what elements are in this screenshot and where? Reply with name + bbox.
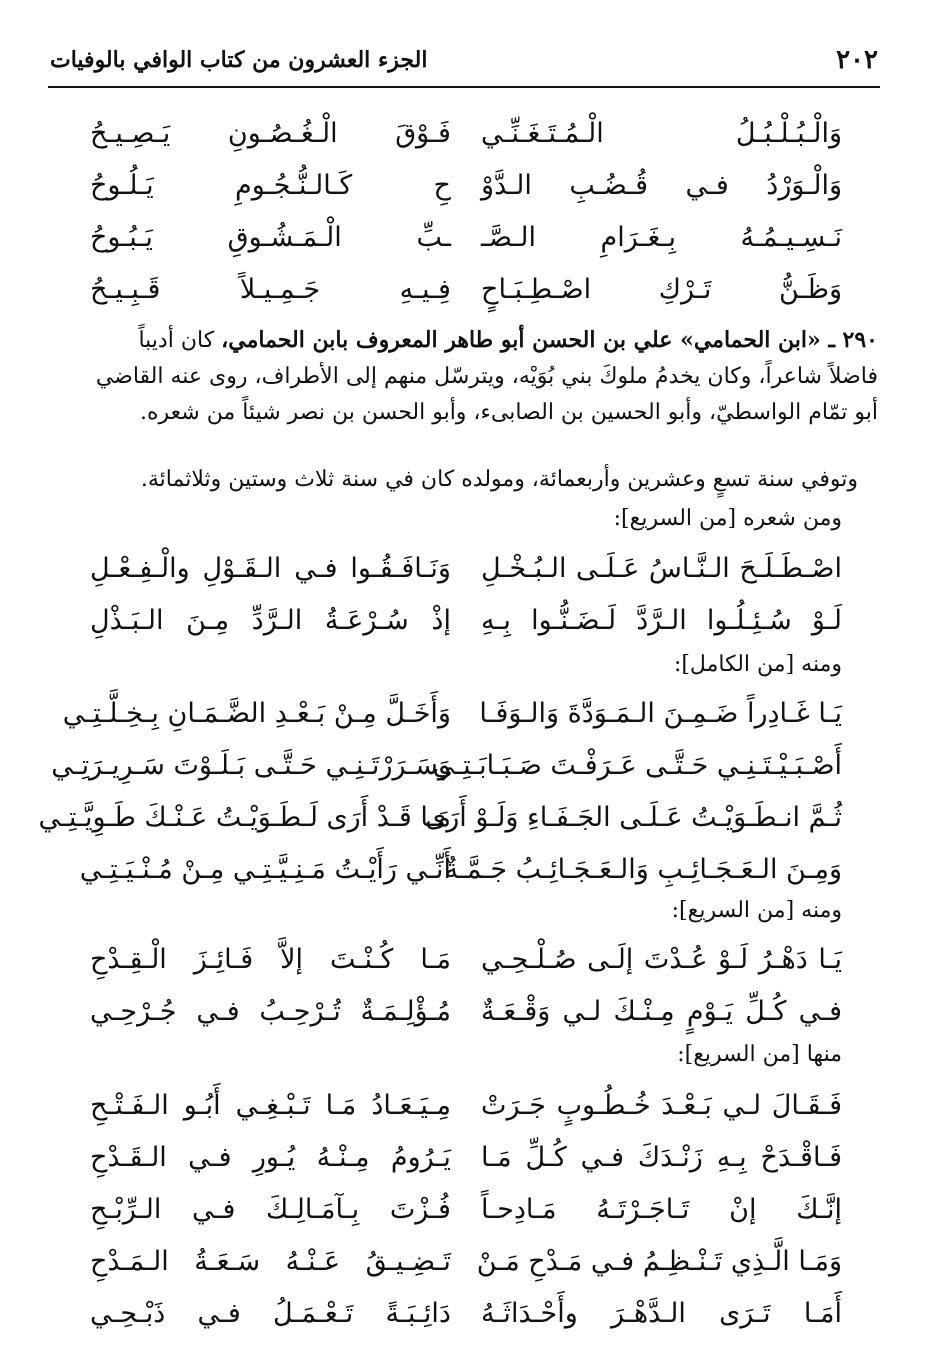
verse-line — [51, 742, 842, 788]
verse-hemistich-left: وَنَـافَـقُـوا فـي الـقَـوْلِ والْـفِـعْـلِ — [90, 552, 451, 584]
verse-hemistich-left: فُـزْتَ بِـآمَـالِـكَ فـي الـرِّبْـحِ — [90, 1193, 451, 1225]
verse-hemistich-left: مُـؤْلِـمَـةٌ تُـرْحِـبُ فـي جُـرْحِـي — [90, 995, 451, 1027]
verse-line — [38, 794, 842, 840]
verse-hemistich-right: أَمَـا تَـرَى الـدَّهْـرَ وأَحْـدَاثَـهُ — [481, 1297, 842, 1329]
meter-label: ومنه [من السريع]: — [671, 898, 842, 923]
verse-hemistich-right: أَصْـبَـيْـتَـنِـي حَـتَّـى عَـرَفْـتَ صَـبَـابَـتِـي — [432, 749, 842, 781]
verse-line — [90, 1186, 842, 1232]
verse-hemistich-left: ـبِّ الْـمَـشُـوقِ يَـبُـوحُ — [90, 221, 451, 253]
verse-hemistich-right: وَالْـوَرْدُ فـي قُـضُـبِ الـدَّوْ — [481, 169, 842, 201]
meter-label: منها [من السريع]: — [677, 1042, 842, 1067]
verse-line — [90, 110, 842, 156]
entry-line-rest: كان أديباً — [138, 328, 222, 353]
verse-line — [90, 545, 842, 591]
header-rule — [48, 86, 880, 88]
verse-hemistich-right: فَـاقْـدَحْ بِـهِ زَنْـدَكَ فـي كُـلِّ مَـا — [481, 1141, 842, 1173]
verse-hemistich-right: فـي كُـلِّ يَـوْمٍ مِـنْـكَ لـي وَقْـعَـةٌ — [481, 995, 842, 1027]
verse-hemistich-left: فَـوْقَ الْـغُـصُـونِ يَـصِـيـحُ — [90, 117, 451, 149]
entry-line: أبو تمّام الواسطيّ، وأبو الحسين بن الصابىء، وأبو الحسن بن نصر شيئاً من شعره. — [140, 400, 878, 425]
entry-paragraph — [50, 322, 878, 431]
verse-hemistich-right: ثُـمَّ انـطَـوَيْـتُ عَـلَـى الجَـفَـاءِ وَلَـوْ أَرَى — [425, 801, 842, 833]
verse-hemistich-left: مَـا قَـدْ أَرَى لَـطَـوَيْـتُ عَـنْـكَ طَـوِيَّـتِـي — [38, 801, 451, 833]
verse-line — [90, 597, 842, 643]
verse-hemistich-left: وَسَـرَرْتَـنِـي حَـتَّـى بَـلَـوْتَ سَـرِيـرَتِـي — [51, 749, 451, 781]
verse-hemistich-right: وَمِـنَ الـعَـجَـائِـبِ وَالـعَـجَـائِـبُ جَـمَّـةٌ — [444, 853, 842, 885]
verse-line — [90, 1238, 842, 1284]
verse-line — [62, 690, 842, 736]
entry-line — [50, 322, 878, 359]
verse-hemistich-left: حِ كَـالـنُّـجُـومِ يَـلُـوحُ — [90, 169, 451, 201]
verse-hemistich-left: دَائِـبَـةً تَـعْـمَـلُ فـي ذَبْـحِـي — [90, 1297, 451, 1329]
verse-hemistich-right: اصْـطَـلَـحَ الـنَّـاسُ عَـلَـى الـبُـخْـلِ — [481, 552, 842, 584]
verse-line — [90, 214, 842, 260]
running-title: الجزء العشرون من كتاب الوافي بالوفيات — [50, 47, 428, 73]
verse-line — [90, 1134, 842, 1180]
verse-hemistich-left: مَـا كُـنْـتَ إلاَّ فَـائِـزَ الْـقِـدْحِ — [90, 943, 451, 975]
meter-label: ومنه [من الكامل]: — [673, 652, 842, 677]
verse-line — [90, 936, 842, 982]
verse-line — [90, 1290, 842, 1336]
verse-hemistich-left: إذْ سُـرْعَـةُ الـرَّدِّ مِـنَ الـبَـذْلِ — [90, 604, 451, 636]
verse-line — [90, 988, 842, 1034]
verse-hemistich-left: أَنِّـي رَأَيْـتُ مَـنِـيَّـتِـي مِـنْ مُـنْـيَـتِـي — [79, 853, 451, 885]
page-number: ٢٠٢ — [836, 45, 878, 75]
verse-hemistich-left: فِـيـهِ جَـمِـيـلاً قَـبِـيـحُ — [90, 273, 451, 305]
verse-hemistich-right: وَظَـنُّ تَـرْكِ اصْـطِـبَـاحٍ — [481, 273, 842, 305]
verse-hemistich-left: وَأَخَـلَّ مِـنْ بَـعْـدِ الضَّـمَـانِ بِـخِـلَّـتِـي — [62, 697, 451, 729]
meter-label: ومن شعره [من السريع]: — [613, 506, 842, 531]
entry-line: فاضلاً شاعراً، وكان يخدمُ ملوكَ بني بُوَيْه، ويترسّل منهم إلى الأطراف، روى عنه القاضي — [95, 364, 878, 389]
verse-line — [90, 1082, 842, 1128]
verse-hemistich-right: لَـوْ سُـئِـلُـوا الـرَّدَّ لَـضَـنُّـوا بِـهِ — [481, 604, 842, 636]
death-note: وتوفي سنة تسعٍ وعشرين وأربعمائة، ومولده كان في سنة ثلاث وستين وثلاثمائة. — [140, 467, 858, 492]
verse-line — [90, 266, 842, 312]
verse-line — [79, 846, 842, 892]
verse-hemistich-left: مِـيَـعَـادُ مَـا تَـبْـغِـي أَبُـو الـفَـتْـحِ — [90, 1089, 451, 1121]
verse-hemistich-right: وَالْـبُـلْـبُـلُ الْـمُـتَـغَـنِّـي — [481, 117, 842, 149]
verse-hemistich-right: يَـا دَهْـرُ لَـوْ عُـدْتَ إلَـى صُـلْـحِـي — [481, 943, 842, 975]
verse-hemistich-right: إنَّـكَ إنْ تَـاجَـرْتَـهُ مَـادِحـاً — [481, 1193, 842, 1225]
verse-hemistich-left: تَـضِـيـقُ عَـنْـهُ سَـعَـةُ الـمَـدْحِ — [90, 1245, 451, 1277]
verse-hemistich-right: نَـسِـيـمُـهُ بِـغَـرَامِ الـصَّـ — [481, 221, 842, 253]
verse-hemistich-right: يَـا غَـادِراً ضَـمِـنَ الـمَـوَدَّةَ وَالـوَفَـا — [479, 697, 842, 729]
page-header — [50, 38, 878, 82]
entry-heading: ٢٩٠ ـ «ابن الحمامي» علي بن الحسن أبو طاهر المعروف بابن الحمامي، — [221, 327, 878, 353]
verse-hemistich-left: يَـرُومُ مِـنْـهُ يُـورِ فـي الـقَـدْحِ — [90, 1141, 451, 1173]
verse-hemistich-right: فَـقَـالَ لـي بَـعْـدَ خُـطُـوبٍ جَـرَتْ — [481, 1089, 842, 1121]
verse-hemistich-right: وَمَـا الَّـذِي تَـنْـظِـمُ فـي مَـدْحِ مَـنْ — [476, 1245, 842, 1277]
verse-line — [90, 162, 842, 208]
